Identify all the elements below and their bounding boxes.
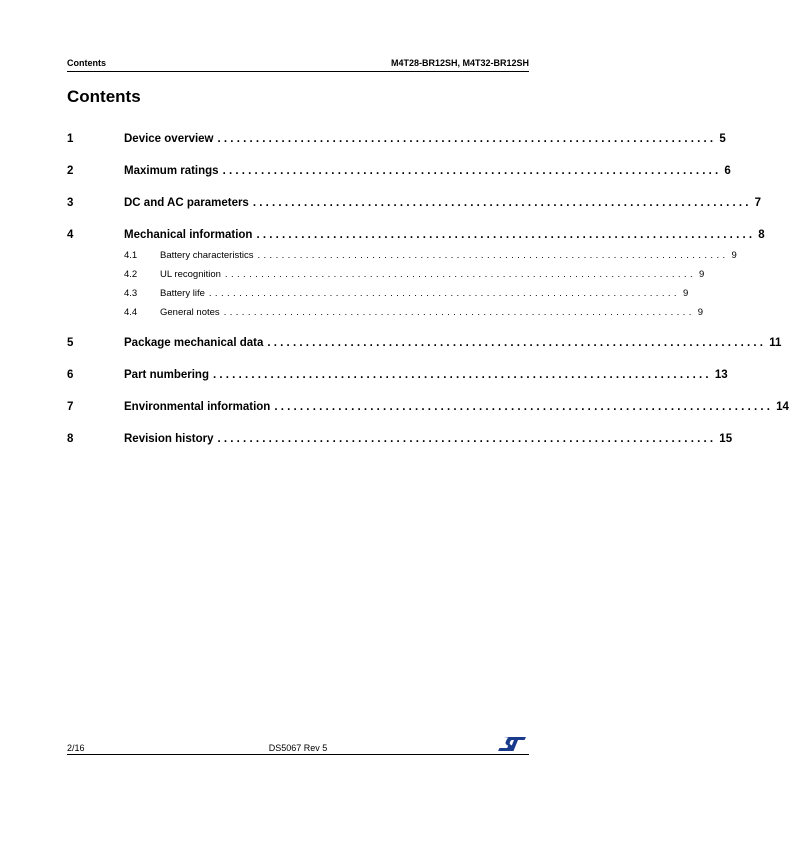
toc-number: 7	[67, 401, 74, 413]
toc-label: Mechanical information	[124, 229, 253, 241]
toc-label: Part numbering	[124, 369, 209, 381]
table-of-contents	[67, 0, 789, 842]
toc-number: 4.1	[124, 250, 138, 261]
toc-label: UL recognition	[160, 269, 221, 280]
document-id: DS5067 Rev 5	[268, 743, 328, 753]
toc-number: 3	[67, 197, 74, 209]
toc-page: 9	[697, 307, 704, 318]
toc-page: 9	[731, 250, 737, 261]
toc-page: 13	[714, 369, 728, 381]
toc-label: Maximum ratings	[124, 165, 219, 177]
toc-entry-5[interactable]: 5 Package mechanical data .............................................................................. 11	[67, 337, 782, 349]
toc-entry-7[interactable]: 7 Environmental information .............................................................................. 14	[67, 401, 789, 413]
toc-label: Battery characteristics	[160, 250, 254, 261]
toc-page: 7	[754, 197, 762, 209]
toc-number: 2	[67, 165, 74, 177]
toc-number: 4.2	[124, 269, 138, 280]
toc-entry-4-2[interactable]: 4.2 UL recognition .............................................................................. 9	[124, 269, 705, 280]
page-number: 2/16	[67, 743, 85, 753]
toc-entry-1[interactable]: 1 Device overview .............................................................................. 5	[67, 133, 726, 145]
toc-number: 4.3	[124, 288, 138, 299]
toc-page: 8	[758, 229, 765, 241]
page-footer	[67, 743, 529, 775]
toc-number: 1	[67, 133, 74, 145]
toc-label: General notes	[160, 307, 220, 318]
toc-label: DC and AC parameters	[124, 197, 249, 209]
toc-entry-3[interactable]: 3 DC and AC parameters .............................................................................. 7	[67, 197, 762, 209]
toc-label: Environmental information	[124, 401, 271, 413]
header-section: Contents	[67, 58, 106, 68]
toc-number: 4	[67, 229, 74, 241]
toc-number: 6	[67, 369, 74, 381]
toc-entry-4[interactable]: 4 Mechanical information .............................................................................. 8	[67, 229, 765, 241]
toc-page: 14	[776, 401, 789, 413]
toc-page: 9	[682, 288, 689, 299]
toc-label: Battery life	[160, 288, 205, 299]
toc-entry-4-3[interactable]: 4.3 Battery life .............................................................................. 9	[124, 288, 689, 299]
st-logo-icon	[497, 736, 527, 752]
page-title: Contents	[67, 87, 141, 106]
toc-entry-2[interactable]: 2 Maximum ratings .............................................................................. 6	[67, 165, 731, 177]
toc-page: 5	[719, 133, 726, 145]
toc-entry-6[interactable]: 6 Part numbering .............................................................................. 13	[67, 369, 728, 381]
toc-label: Package mechanical data	[124, 337, 264, 349]
header-doc-title: M4T28-BR12SH, M4T32-BR12SH	[390, 58, 529, 68]
toc-entry-8[interactable]: 8 Revision history .............................................................................. 15	[67, 433, 733, 445]
toc-entry-4-1[interactable]: 4.1 Battery characteristics .............................................................................. 9	[124, 250, 737, 261]
toc-label: Device overview	[124, 133, 214, 145]
toc-page: 15	[719, 433, 733, 445]
toc-entry-4-4[interactable]: 4.4 General notes .............................................................................. 9	[124, 307, 704, 318]
toc-page: 9	[698, 269, 705, 280]
toc-number: 8	[67, 433, 74, 445]
toc-page: 6	[724, 165, 731, 177]
toc-number: 4.4	[124, 307, 138, 318]
toc-number: 5	[67, 337, 74, 349]
toc-label: Revision history	[124, 433, 214, 445]
toc-page: 11	[769, 337, 782, 349]
